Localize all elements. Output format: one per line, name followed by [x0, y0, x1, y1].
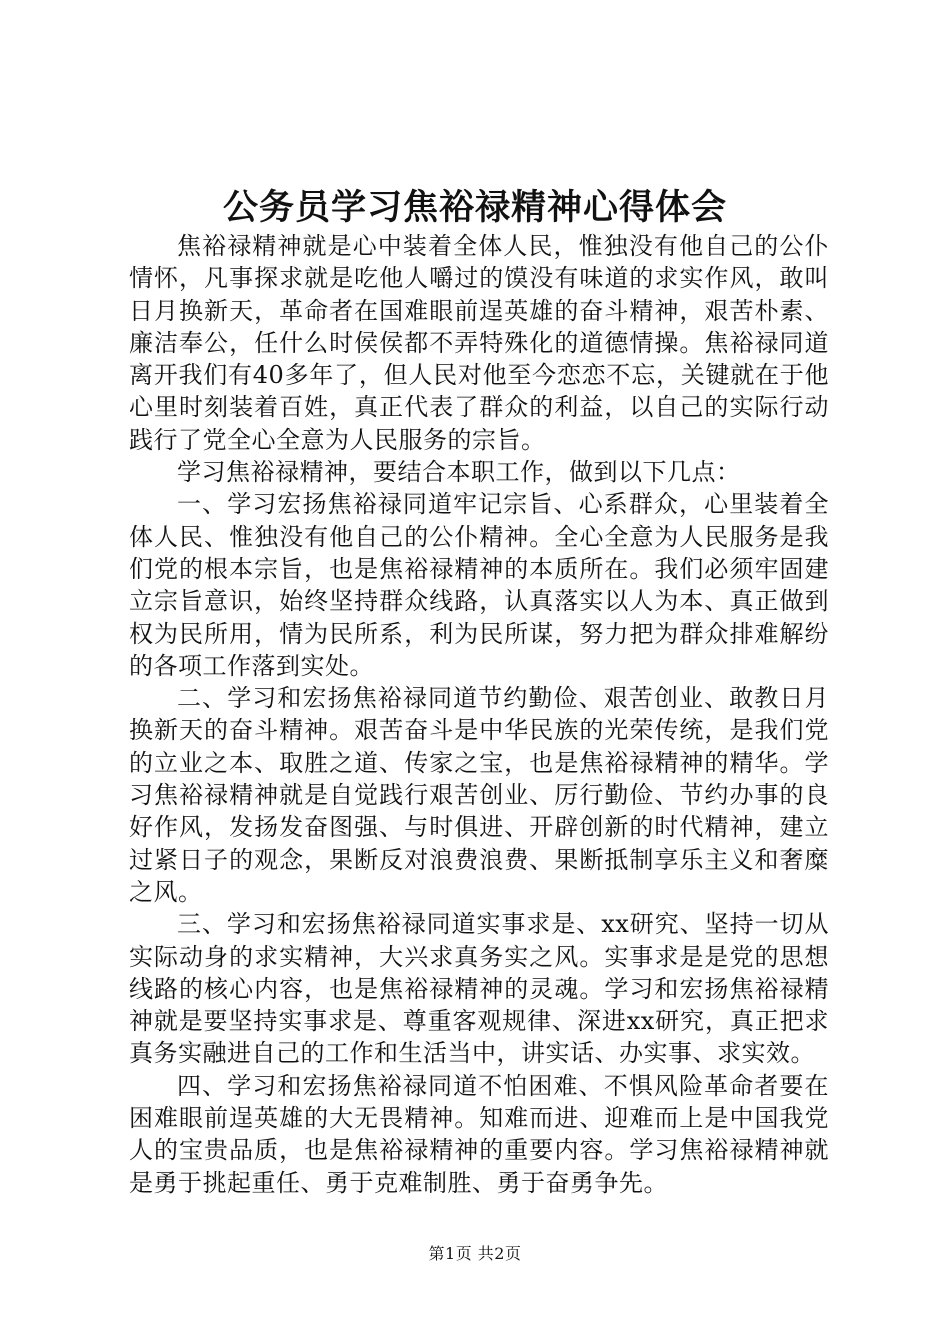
- paragraph-lead: 学习焦裕禄精神，要结合本职工作，做到以下几点：: [177, 458, 741, 487]
- paragraph-point-3: 三、学习和宏扬焦裕禄同道实事求是、xx研究、坚持一切从实际动身的求实精神，大兴求真务实之风。实事求是是党的思想线路的核心内容，也是焦裕禄精神的灵魂。学习和宏扬焦裕禄精神就是要坚持实事求是、尊重客观规律、深进xx研究，真正把求真务实融进自己的工作和生活当中，讲实话、办实事、求实效。: [129, 910, 829, 1068]
- paragraph-point-1: 一、学习宏扬焦裕禄同道牢记宗旨、心系群众，心里装着全体人民、惟独没有他自己的公仆精神。全心全意为人民服务是我们党的根本宗旨，也是焦裕禄精神的本质所在。我们必须牢固建立宗旨意识，始终坚持群众线路，认真落实以人为本、真正做到权为民所用，情为民所系，利为民所谋，努力把为群众排难解纷的各项工作落到实处。: [129, 490, 829, 680]
- page-number-footer: 第1页 共2页: [428, 1244, 522, 1263]
- document-title: 公务员学习焦裕禄精神心得体会: [222, 187, 727, 228]
- paragraph-point-4: 四、学习和宏扬焦裕禄同道不怕困难、不惧风险革命者要在困难眼前逞英雄的大无畏精神。知难而进、迎难而上是中国我党人的宝贵品质，也是焦裕禄精神的重要内容。学习焦裕禄精神就是勇于挑起重任、勇于克难制胜、勇于奋勇争先。: [129, 1071, 829, 1197]
- document-body: [129, 230, 829, 1199]
- paragraph-point-2: 二、学习和宏扬焦裕禄同道节约勤俭、艰苦创业、敢教日月换新天的奋斗精神。艰苦奋斗是中华民族的光荣传统，是我们党的立业之本、取胜之道、传家之宝，也是焦裕禄精神的精华。学习焦裕禄精神就是自觉践行艰苦创业、厉行勤俭、节约办事的良好作风，发扬发奋图强、与时俱进、开辟创新的时代精神，建立过紧日子的观念，果断反对浪费浪费、果断抵制享乐主义和奢糜之风。: [129, 684, 829, 906]
- paragraph-intro: 焦裕禄精神就是心中装着全体人民，惟独没有他自己的公仆情怀，凡事探求就是吃他人嚼过的馍没有味道的求实作风，敢叫日月换新天，革命者在国难眼前逞英雄的奋斗精神，艰苦朴素、廉洁奉公，任什么时侯侯都不弄特殊化的道德情操。焦裕禄同道离开我们有40多年了，但人民对他至今恋恋不忘，关键就在于他心里时刻装着百姓，真正代表了群众的利益，以自己的实际行动践行了党全心全意为人民服务的宗旨。: [129, 232, 829, 454]
